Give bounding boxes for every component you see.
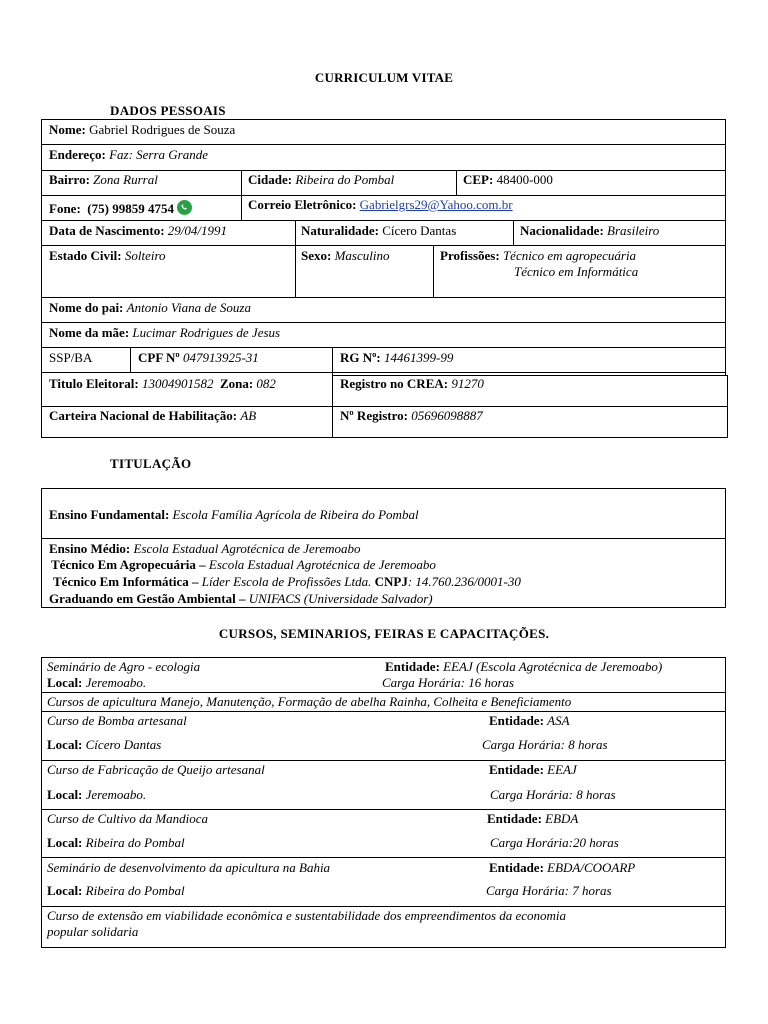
curso-1-carga: Carga Horária: 16 horas: [382, 675, 515, 690]
profissoes-field: Profissões: Técnico em agropecuária: [440, 248, 637, 263]
section-heading-cursos: CURSOS, SEMINARIOS, FEIRAS E CAPACITAÇÕES.: [218, 626, 550, 641]
ssp-field: SSP/BA: [49, 350, 93, 365]
cidade-field: Cidade: Ribeira do Pombal: [248, 172, 395, 187]
curso-6-nome: Seminário de desenvolvimento da apicultura na Bahia: [47, 860, 331, 875]
crea-field: Registro no CREA: 91270: [340, 376, 484, 391]
section-heading-titulacao: TITULAÇÃO: [110, 456, 192, 471]
section-heading-dados-pessoais: DADOS PESSOAIS: [110, 103, 226, 118]
curso-5-entidade: Entidade: EBDA: [487, 811, 579, 826]
tecnico-agropecuaria: Técnico Em Agropecuária – Escola Estadual Agrotécnica de Jeremoabo: [51, 557, 436, 572]
curso-6-carga: Carga Horária: 7 horas: [486, 883, 612, 898]
curso-3-nome: Curso de Bomba artesanal: [47, 713, 187, 728]
email-link[interactable]: Gabrielgrs29@Yahoo.com.br: [359, 197, 513, 212]
curso-4-local: Local: Jeremoabo.: [47, 787, 147, 802]
pai-field: Nome do pai: Antonio Viana de Souza: [49, 300, 251, 315]
whatsapp-icon: [177, 200, 192, 215]
profissao-2: Técnico em Informática: [514, 264, 639, 279]
curso-1-local: Local: Jeremoabo.: [47, 675, 147, 690]
curso-3-local: Local: Cícero Dantas: [47, 737, 162, 752]
mae-field: Nome da mãe: Lucimar Rodrigues de Jesus: [49, 325, 281, 340]
curso-4-carga: Carga Horária: 8 horas: [490, 787, 616, 802]
cep-field: CEP: 48400-000: [463, 172, 553, 187]
curso-4-nome: Curso de Fabricação de Queijo artesanal: [47, 762, 265, 777]
naturalidade-field: Naturalidade: Cícero Dantas: [301, 223, 457, 238]
tecnico-informatica: Técnico Em Informática – Líder Escola de Profissões Ltda. CNPJ: 14.760.236/0001-30: [53, 574, 521, 589]
document-title: CURRICULUM VITAE: [314, 70, 454, 85]
rg-field: RG Nº: 14461399-99: [340, 350, 454, 365]
graduacao: Graduando em Gestão Ambiental – UNIFACS (Universidade Salvador): [49, 591, 433, 606]
nascimento-field: Data de Nascimento: 29/04/1991: [49, 223, 228, 238]
curso-6-entidade: Entidade: EBDA/COOARP: [489, 860, 636, 875]
sexo-field: Sexo: Masculino: [301, 248, 390, 263]
curso-1-nome: Seminário de Agro - ecologia: [47, 659, 201, 674]
curso-7-nome-line-2: popular solidaria: [47, 924, 139, 939]
curso-4-entidade: Entidade: EEAJ: [489, 762, 577, 777]
curso-6-local: Local: Ribeira do Pombal: [47, 883, 185, 898]
curso-1-entidade: Entidade: EEAJ (Escola Agrotécnica de Jeremoabo): [385, 659, 663, 674]
estado-civil-field: Estado Civil: Solteiro: [49, 248, 166, 263]
curso-3-carga: Carga Horária: 8 horas: [482, 737, 608, 752]
registro-field: Nº Registro: 05696098887: [340, 408, 483, 423]
nacionalidade-field: Nacionalidade: Brasileiro: [520, 223, 660, 238]
endereco-field: Endereço: Faz: Serra Grande: [49, 147, 208, 162]
curso-2-nome: Cursos de apicultura Manejo, Manutenção, Formação de abelha Rainha, Colheita e Beneficiamento: [47, 694, 572, 709]
correio-field: Correio Eletrônico: Gabrielgrs29@Yahoo.com.br: [248, 197, 513, 212]
titulo-eleitoral-field: Titulo Eleitoral: 13004901582 Zona: 082: [49, 376, 276, 391]
ensino-medio: Ensino Médio: Escola Estadual Agrotécnica de Jeremoabo: [49, 541, 361, 556]
curso-5-local: Local: Ribeira do Pombal: [47, 835, 185, 850]
nome-field: Nome: Gabriel Rodrigues de Souza: [49, 122, 236, 137]
ensino-fundamental: Ensino Fundamental: Escola Família Agrícola de Ribeira do Pombal: [49, 507, 419, 522]
bairro-field: Bairro: Zona Rurral: [49, 172, 158, 187]
fone-field: Fone: (75) 99859 4754: [49, 200, 192, 216]
curso-5-nome: Curso de Cultivo da Mandioca: [47, 811, 209, 826]
cnh-field: Carteira Nacional de Habilitação: AB: [49, 408, 257, 423]
curso-5-carga: Carga Horária:20 horas: [490, 835, 619, 850]
cpf-field: CPF Nº 047913925-31: [138, 350, 259, 365]
curso-3-entidade: Entidade: ASA: [489, 713, 570, 728]
curso-7-nome-line-1: Curso de extensão em viabilidade econômica e sustentabilidade dos empreendimentos da economia: [47, 908, 567, 923]
